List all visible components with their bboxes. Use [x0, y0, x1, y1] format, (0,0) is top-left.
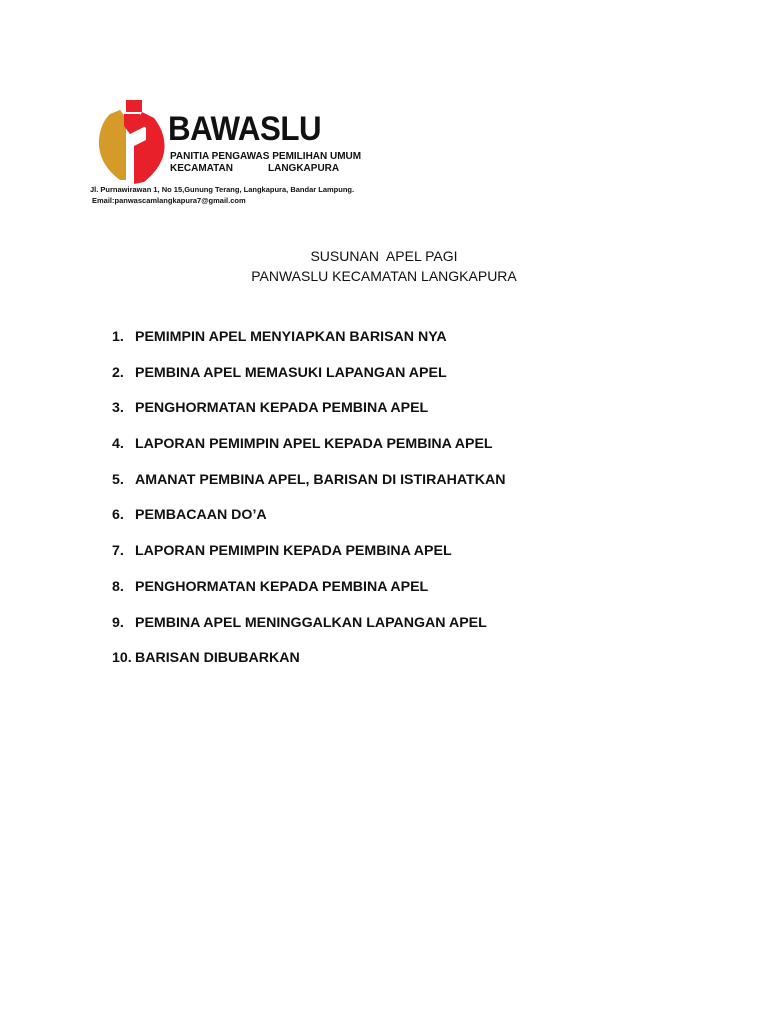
agenda-item — [112, 470, 505, 506]
agenda-item-text: BARISAN DIBUBARKAN — [135, 650, 300, 667]
org-district — [170, 163, 360, 175]
agenda-item-text: PEMBINA APEL MENINGGALKAN LAPANGAN APEL — [135, 614, 487, 631]
agenda-item — [112, 541, 505, 577]
agenda-item-number: 3. — [112, 400, 124, 417]
agenda-item — [112, 648, 505, 684]
agenda-item-number: 10. — [112, 650, 132, 667]
org-name: BAWASLU — [168, 110, 322, 148]
agenda-item-number: 6. — [112, 507, 124, 524]
agenda-item-number: 8. — [112, 578, 124, 595]
agenda-item-text: PENGHORMATAN KEPADA PEMBINA APEL — [135, 578, 429, 595]
agenda-item-text: AMANAT PEMBINA APEL, BARISAN DI ISTIRAHATKAN — [135, 471, 506, 488]
agenda-item — [112, 505, 505, 541]
agenda-item-number: 9. — [112, 614, 124, 631]
agenda-item-number: 4. — [112, 436, 124, 453]
agenda-item — [112, 577, 505, 613]
agenda-item-text: PEMBINA APEL MEMASUKI LAPANGAN APEL — [135, 364, 447, 381]
agenda-item — [112, 327, 505, 363]
agenda-item-text: LAPORAN PEMIMPIN APEL KEPADA PEMBINA APEL — [135, 436, 493, 453]
agenda-item — [112, 398, 505, 434]
agenda-item-text: PEMIMPIN APEL MENYIAPKAN BARISAN NYA — [135, 329, 447, 345]
agenda-item-number: 2. — [112, 364, 124, 381]
district-label: KECAMATAN — [170, 163, 233, 174]
agenda-item-number: 1. — [112, 329, 124, 345]
org-subtitle: PANITIA PENGAWAS PEMILIHAN UMUM — [170, 151, 362, 162]
agenda-item-text: PENGHORMATAN KEPADA PEMBINA APEL — [135, 400, 429, 417]
agenda-item-text: PEMBACAAN DO’A — [135, 507, 267, 524]
bawaslu-logo-icon — [96, 100, 166, 184]
agenda-item — [112, 363, 505, 399]
agenda-list — [112, 327, 505, 684]
document-title: SUSUNAN APEL PAGI — [310, 248, 458, 264]
district-name: LANGKAPURA — [268, 163, 340, 174]
document-subtitle: PANWASLU KECAMATAN LANGKAPURA — [251, 268, 517, 284]
letterhead-email: Email:panwascamlangkapura7@gmail.com — [92, 196, 246, 205]
agenda-item — [112, 434, 505, 470]
agenda-item-number: 7. — [112, 543, 124, 560]
agenda-item-number: 5. — [112, 471, 124, 488]
agenda-item — [112, 613, 505, 649]
agenda-item-text: LAPORAN PEMIMPIN KEPADA PEMBINA APEL — [135, 543, 452, 560]
letterhead-address: Jl. Purnawirawan 1, No 15,Gunung Terang, Langkapura, Bandar Lampung. — [90, 185, 355, 194]
